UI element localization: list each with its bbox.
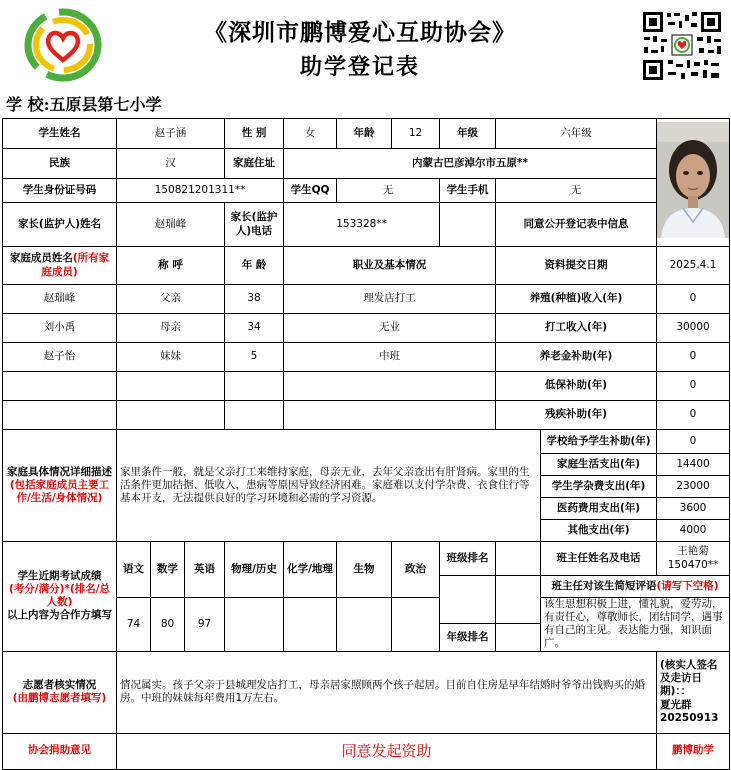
member-5-name xyxy=(3,401,117,430)
subject-1: 语文 xyxy=(117,542,151,598)
subject-3: 英语 xyxy=(185,542,225,598)
member-1-age: 38 xyxy=(225,285,284,314)
class-rank-blank-2 xyxy=(496,576,541,624)
school-label: 学 校: xyxy=(6,95,50,114)
grade-rank-label: 年级排名 xyxy=(440,623,496,651)
qq-label: 学生QQ xyxy=(284,179,337,203)
member-5-job xyxy=(284,401,496,430)
finance-item-5-label: 残疾补助(年) xyxy=(496,401,657,430)
member-1-relation: 父亲 xyxy=(117,285,225,314)
finance-item-3-label: 养老金补助(年) xyxy=(496,343,657,372)
volunteer-signer xyxy=(657,651,730,733)
family-name-header xyxy=(3,247,117,285)
volunteer-label xyxy=(3,651,117,733)
association-opinion-label: 协会捐助意见 xyxy=(3,733,117,769)
comment-label-note: (请写下空格) xyxy=(656,579,719,592)
situation-label-note: (包括家庭成员主要工作/生活/身体情况) xyxy=(9,478,110,505)
member-2-job: 无业 xyxy=(284,314,496,343)
parent-label: 家长(监护人)姓名 xyxy=(3,203,117,247)
teacher-label: 班主任姓名及电话 xyxy=(541,542,657,576)
school-line xyxy=(6,92,162,115)
job-header: 职业及基本情况 xyxy=(284,247,496,285)
member-1-name: 赵瑞峰 xyxy=(3,285,117,314)
score-4 xyxy=(225,598,284,652)
ethnicity-value: 汉 xyxy=(117,149,225,179)
score-3: 97 xyxy=(185,598,225,652)
score-6 xyxy=(337,598,392,652)
member-2-age: 34 xyxy=(225,314,284,343)
finance-item-9-value: 3600 xyxy=(657,498,730,520)
student-photo-image xyxy=(657,122,729,238)
scores-label-text: 学生近期考试成绩 xyxy=(17,570,102,582)
member-4-age xyxy=(225,372,284,401)
member-4-name xyxy=(3,372,117,401)
member-4-job xyxy=(284,372,496,401)
pengbo-aid-label: 鹏博助学 xyxy=(657,733,730,769)
family-name-header-note: (所有家庭成员) xyxy=(41,252,110,278)
finance-item-8-label: 学生学杂费支出(年) xyxy=(541,476,657,498)
gender-value: 女 xyxy=(284,119,337,149)
parent-phone-label: 家长(监护人)电话 xyxy=(225,203,284,247)
finance-item-2-label: 打工收入(年) xyxy=(496,314,657,343)
submit-date-label: 资料提交日期 xyxy=(496,247,657,285)
consent-label: 同意公开登记表中信息 xyxy=(496,203,657,247)
teacher-comment: 该生思想积极上进，懂礼貌，爱劳动，有责任心，尊敬师长，团结同学，遇事有自己的主见。表达能力强，知识面广。 xyxy=(541,598,730,652)
form-subtitle: 助学登记表 xyxy=(299,54,420,80)
member-1-job: 理发店打工 xyxy=(284,285,496,314)
student-name-label: 学生姓名 xyxy=(3,119,117,149)
phone-label: 学生手机 xyxy=(440,179,496,203)
form-title: 《深圳市鹏博爱心互助协会》 xyxy=(204,19,516,46)
finance-item-1-value: 0 xyxy=(657,285,730,314)
volunteer-signer-date: 20250913 xyxy=(660,711,719,724)
score-7 xyxy=(392,598,440,652)
subject-5: 化学/地理 xyxy=(284,542,337,598)
grade-value: 六年级 xyxy=(496,119,657,149)
parent-blank-cell xyxy=(440,203,496,247)
finance-item-10-label: 其他支出(年) xyxy=(541,520,657,542)
address-label: 家庭住址 xyxy=(225,149,284,179)
finance-item-1-label: 养殖(种植)收入(年) xyxy=(496,285,657,314)
finance-item-8-value: 23000 xyxy=(657,476,730,498)
qq-value: 无 xyxy=(337,179,440,203)
finance-item-10-value: 4000 xyxy=(657,520,730,542)
member-5-age xyxy=(225,401,284,430)
finance-item-9-label: 医药费用支出(年) xyxy=(541,498,657,520)
association-opinion-value: 同意发起资助 xyxy=(117,733,657,769)
class-rank-blank xyxy=(440,576,496,624)
grade-label: 年级 xyxy=(440,119,496,149)
finance-item-4-label: 低保补助(年) xyxy=(496,372,657,401)
situation-label xyxy=(3,430,117,542)
comment-label xyxy=(541,576,730,598)
teacher-value: 王艳菊150470** xyxy=(657,542,730,576)
volunteer-label-text: 志愿者核实情况 xyxy=(22,678,97,691)
class-rank-label: 班级排名 xyxy=(440,542,496,576)
scores-label-note: (考分/满分)*(排名/总人数) xyxy=(8,583,111,609)
scores-label xyxy=(3,542,117,652)
score-5 xyxy=(284,598,337,652)
submit-date-value: 2025.4.1 xyxy=(657,247,730,285)
member-3-job: 中班 xyxy=(284,343,496,372)
student-photo xyxy=(657,119,730,247)
situation-text: 家里条件一般，就是父亲打工来维持家庭，母亲无业，去年父亲查出有肝肾病。家里的生活条件更加拮据、低收入，患病等原因导致经济困难。家庭难以支付学杂费、衣食住行等基本开支，无法提供良好的学习环境和必需的学习资源。 xyxy=(117,430,541,542)
heart-logo-icon xyxy=(22,8,104,82)
grade-rank-value xyxy=(496,623,541,651)
finance-item-5-value: 0 xyxy=(657,401,730,430)
score-1: 74 xyxy=(117,598,151,652)
volunteer-label-note: (由鹏博志愿者填写) xyxy=(12,692,107,704)
parent-value: 赵瑞峰 xyxy=(117,203,225,247)
member-2-name: 刘小禹 xyxy=(3,314,117,343)
age-value: 12 xyxy=(392,119,440,149)
member-4-relation xyxy=(117,372,225,401)
member-5-relation xyxy=(117,401,225,430)
subject-2: 数学 xyxy=(151,542,185,598)
school-name: 五原县第七小学 xyxy=(49,95,162,114)
volunteer-signer-name: 夏光群 xyxy=(660,698,692,711)
finance-item-3-value: 0 xyxy=(657,343,730,372)
ethnicity-label: 民族 xyxy=(3,149,117,179)
student-name-value: 赵子涵 xyxy=(117,119,225,149)
family-name-header-text: 家庭成员姓名 xyxy=(9,252,73,265)
finance-item-6-label: 学校给予学生补助(年) xyxy=(541,430,657,454)
gender-label: 性 别 xyxy=(225,119,284,149)
member-3-relation: 妹妹 xyxy=(117,343,225,372)
finance-item-2-value: 30000 xyxy=(657,314,730,343)
member-3-age: 5 xyxy=(225,343,284,372)
finance-item-6-value: 0 xyxy=(657,430,730,454)
form-header xyxy=(0,0,731,92)
relation-header: 称 呼 xyxy=(117,247,225,285)
member-age-header: 年 龄 xyxy=(225,247,284,285)
situation-label-text: 家庭具体情况详细描述 xyxy=(7,465,112,478)
volunteer-text: 情况属实。孩子父亲于县城理发店打工，母亲居家照顾两个孩子起居。目前自住房是早年结婚时爷爷出钱购买的婚房。中班的妹妹每年费用1万左右。 xyxy=(117,651,657,733)
subject-4: 物理/历史 xyxy=(225,542,284,598)
address-value: 内蒙古巴彦淖尔市五原** xyxy=(284,149,657,179)
id-label: 学生身份证号码 xyxy=(3,179,117,203)
parent-phone-value: 153328** xyxy=(284,203,440,247)
scores-label-partner: 以上内容为合作方填写 xyxy=(7,609,112,622)
finance-item-4-value: 0 xyxy=(657,372,730,401)
volunteer-signer-label: (核实人签名及走访日期)：： xyxy=(660,659,718,698)
subject-7: 政治 xyxy=(392,542,440,598)
phone-value: 无 xyxy=(496,179,657,203)
finance-item-7-value: 14400 xyxy=(657,454,730,476)
finance-item-7-label: 家庭生活支出(年) xyxy=(541,454,657,476)
class-rank-value xyxy=(496,542,541,576)
qr-code-icon xyxy=(641,10,723,82)
member-2-relation: 母亲 xyxy=(117,314,225,343)
registration-table xyxy=(2,118,730,770)
id-value: 150821201311** xyxy=(117,179,284,203)
age-label: 年龄 xyxy=(337,119,392,149)
member-3-name: 赵子怡 xyxy=(3,343,117,372)
comment-label-text: 班主任对该生简短评语 xyxy=(551,579,657,592)
subject-6: 生物 xyxy=(337,542,392,598)
score-2: 80 xyxy=(151,598,185,652)
